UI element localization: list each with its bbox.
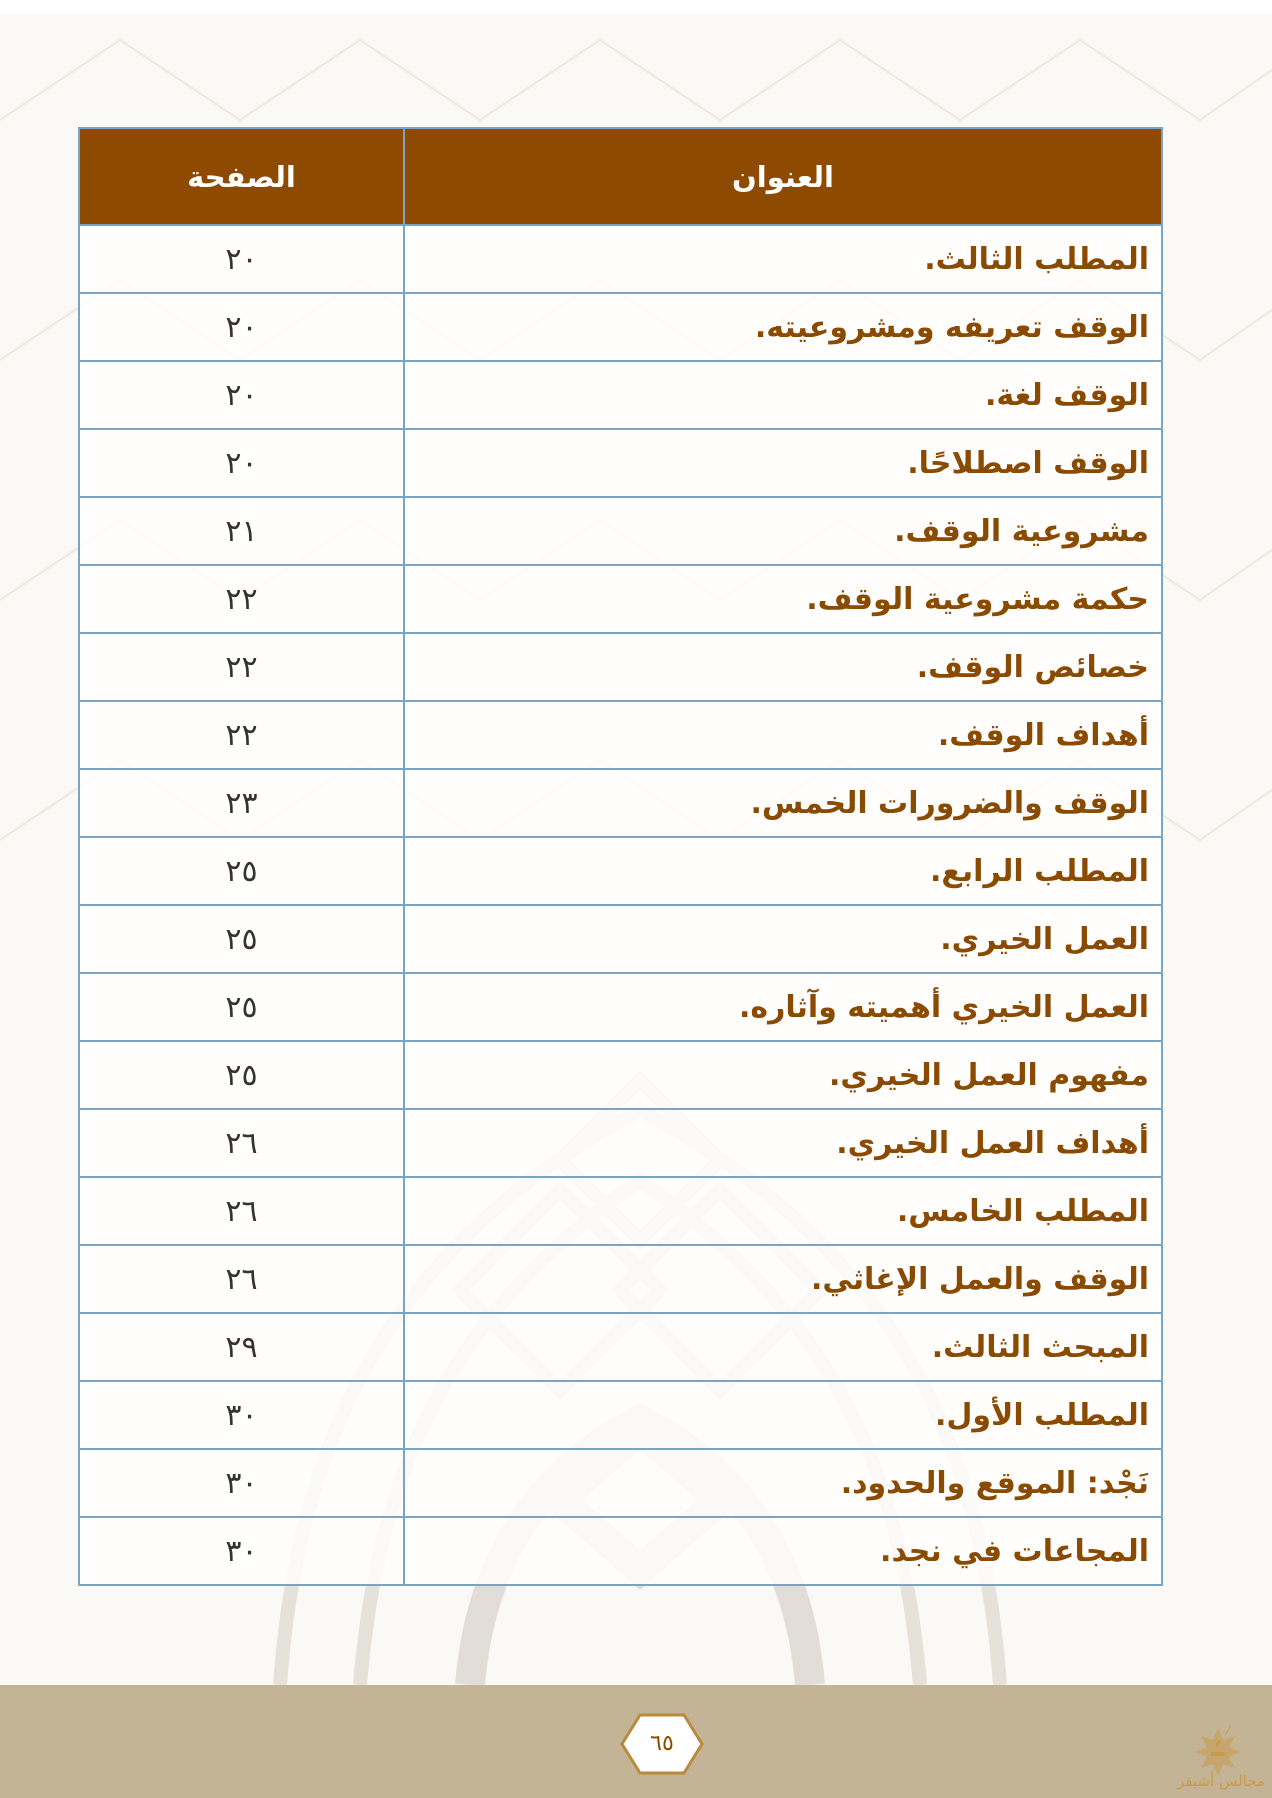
entry-page: ٢١	[79, 497, 404, 565]
table-row	[79, 837, 1162, 905]
entry-page: ٢٥	[79, 973, 404, 1041]
table-row	[79, 1109, 1162, 1177]
entry-page: ٢٥	[79, 1041, 404, 1109]
entry-title: نَجْد: الموقع والحدود.	[404, 1449, 1162, 1517]
entry-page: ٣٠	[79, 1381, 404, 1449]
entry-page: ٣٠	[79, 1517, 404, 1585]
table-row	[79, 1245, 1162, 1313]
table-header-row	[79, 128, 1162, 225]
entry-page: ٢٢	[79, 565, 404, 633]
table-row	[79, 905, 1162, 973]
entry-title: الوقف والعمل الإغاثي.	[404, 1245, 1162, 1313]
entry-title: العمل الخيري أهميته وآثاره.	[404, 973, 1162, 1041]
entry-page: ٢٦	[79, 1177, 404, 1245]
entry-page: ٢٢	[79, 633, 404, 701]
entry-page: ٢٣	[79, 769, 404, 837]
table-row	[79, 429, 1162, 497]
column-header-title: العنوان	[404, 128, 1162, 225]
entry-page: ٢٠	[79, 429, 404, 497]
entry-page: ٢٩	[79, 1313, 404, 1381]
table-row	[79, 1449, 1162, 1517]
entry-title: الوقف اصطلاحًا.	[404, 429, 1162, 497]
entry-page: ٢٦	[79, 1109, 404, 1177]
entry-page: ٢٠	[79, 361, 404, 429]
table-row	[79, 1313, 1162, 1381]
entry-page: ٣٠	[79, 1449, 404, 1517]
entry-title: المطلب الرابع.	[404, 837, 1162, 905]
entry-title: المجاعات في نجد.	[404, 1517, 1162, 1585]
table-row	[79, 293, 1162, 361]
entry-title: المطلب الأول.	[404, 1381, 1162, 1449]
entry-title: المطلب الخامس.	[404, 1177, 1162, 1245]
entry-title: المبحث الثالث.	[404, 1313, 1162, 1381]
entry-title: مشروعية الوقف.	[404, 497, 1162, 565]
table-row	[79, 1517, 1162, 1585]
table-row	[79, 225, 1162, 293]
table-row	[79, 497, 1162, 565]
table-row	[79, 361, 1162, 429]
entry-title: خصائص الوقف.	[404, 633, 1162, 701]
table-row	[79, 1177, 1162, 1245]
page-number: ٦٥	[650, 1731, 674, 1756]
entry-page: ٢٠	[79, 225, 404, 293]
entry-title: حكمة مشروعية الوقف.	[404, 565, 1162, 633]
column-header-page: الصفحة	[79, 128, 404, 225]
entry-title: الوقف لغة.	[404, 361, 1162, 429]
entry-title: الوقف تعريفه ومشروعيته.	[404, 293, 1162, 361]
table-row	[79, 769, 1162, 837]
entry-title: العمل الخيري.	[404, 905, 1162, 973]
table-row	[79, 633, 1162, 701]
entry-title: المطلب الثالث.	[404, 225, 1162, 293]
table-row	[79, 1041, 1162, 1109]
entry-page: ٢٦	[79, 1245, 404, 1313]
entry-page: ٢٠	[79, 293, 404, 361]
table-row	[79, 1381, 1162, 1449]
entry-page: ٢٥	[79, 837, 404, 905]
table-row	[79, 565, 1162, 633]
entry-page: ٢٢	[79, 701, 404, 769]
entry-title: الوقف والضرورات الخمس.	[404, 769, 1162, 837]
entry-title: أهداف العمل الخيري.	[404, 1109, 1162, 1177]
entry-title: أهداف الوقف.	[404, 701, 1162, 769]
table-row	[79, 701, 1162, 769]
entry-page: ٢٥	[79, 905, 404, 973]
table-row	[79, 973, 1162, 1041]
brand-name: مجالس أشيقر	[1177, 1772, 1265, 1790]
contents-table	[78, 127, 1163, 1586]
entry-title: مفهوم العمل الخيري.	[404, 1041, 1162, 1109]
